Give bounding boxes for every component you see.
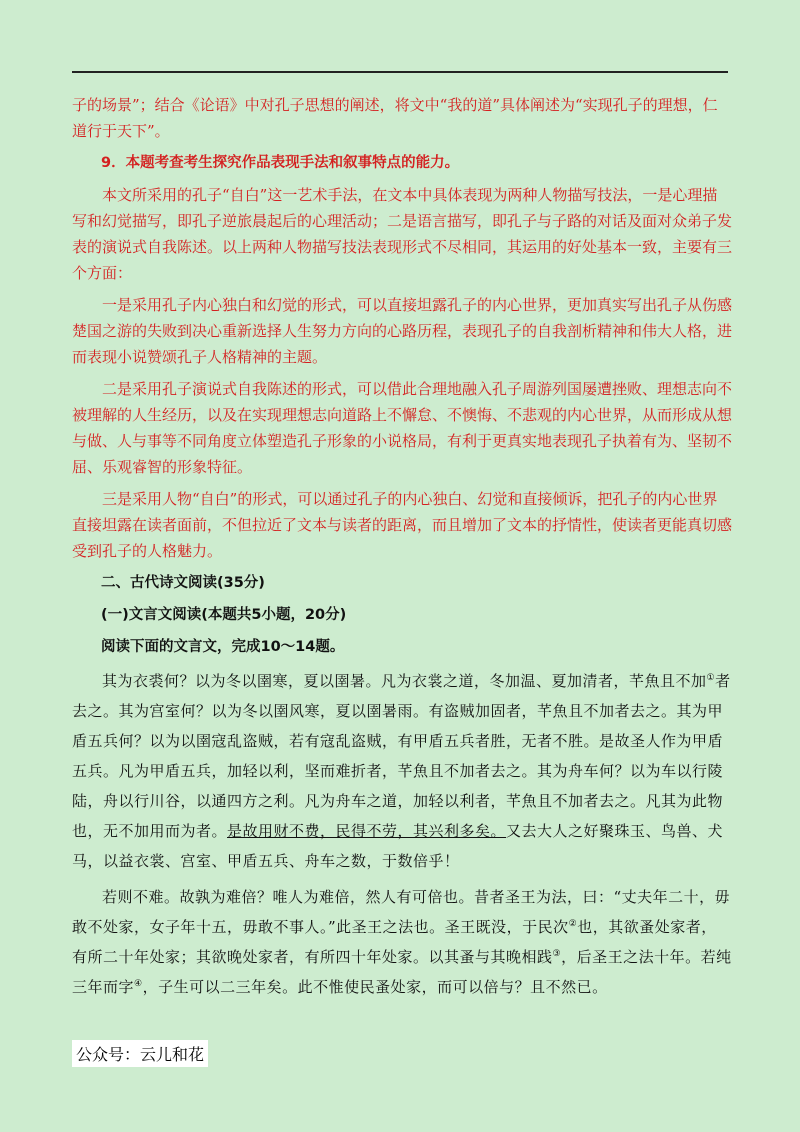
classical-text: 也，其欲蚤处家者，有所二十年处家；其欲晚处家者，有所四十年处家。以其蚤与其晚相践 — [72, 918, 717, 966]
underlined-sentence: 是故用财不费，民得不劳，其兴利多矣。 — [227, 822, 507, 840]
question-9-title: 9．本题考查考生探究作品表现手法和叙事特点的能力。 — [101, 155, 460, 171]
classical-text: 其为衣裘何？以为冬以圉寒，夏以圉暑。凡为衣裳之道，冬加温、夏加清者，芊魚且不加 — [102, 672, 707, 690]
section-2-instruction: 阅读下面的文言文，完成10～14题。 — [101, 639, 345, 655]
footnote-marker-4: ④ — [134, 979, 143, 989]
section-2-subtitle: (一)文言文阅读(本题共5小题，20分) — [101, 607, 347, 623]
answer-paragraph-3: 二是采用孔子演说式自我陈述的形式，可以借此合理地融入孔子周游列国屡遭挫败、理想志向不被理解的人生经历，以及在实现理想志向道路上不懈怠、不懊悔、不悲观的内心世界，从而形成从想与做、人与事等不同角度立体塑造孔子形象的小说格局，有利于更真实地表现孔子执着有为、坚韧不屈、乐观睿智的形象特征。 — [72, 380, 733, 476]
answer-paragraph-1: 本文所采用的孔子“自白”这一艺术手法，在文本中具体表现为两种人物描写技法，一是心理描写和幻觉描写，即孔子逆旅晨起后的心理活动；二是语言描写，即孔子与子路的对话及面对众弟子发表的演说式自我陈述。以上两种人物描写技法表现形式不尽相同，其运用的好处基本一致，主要有三个方面： — [72, 186, 733, 282]
footnote-marker-3: ③ — [552, 949, 562, 959]
classical-text: 若则不难。故孰为难倍？唯人为难倍，然人有可倍也。昔者圣王为法，曰：“丈夫年二十，毋敢不处家，女子年十五，毋敢不事人。”此圣王之法也。圣王既没，于民次 — [72, 888, 731, 936]
footnote-marker-2: ② — [568, 919, 578, 929]
classical-text: 者去之。其为宫室何？以为冬以圉风寒，夏以圉暑雨。有盗贼加固者，芊魚且不加者去之。其为甲盾五兵何？以为以圉寇乱盗贼，若有寇乱盗贼，有甲盾五兵者胜，无者不胜。是故圣人作为甲盾五兵。凡为甲盾五兵，加轻以利，坚而难折者，芊魚且不加者去之。其为舟车何？以为车以行陵陆，舟以行川谷，以通四方之利。凡为舟车之道，加轻以利者，芊魚且不加者去之。凡其为此物也，无不加用而为者。 — [72, 672, 731, 840]
answer-paragraph-4: 三是采用人物“自白”的形式，可以通过孔子的内心独白、幻觉和直接倾诉，把孔子的内心世界直接坦露在读者面前，不但拉近了文本与读者的距离，而且增加了文本的抒情性，使读者更能真切感受到孔子的人格魅力。 — [72, 490, 733, 560]
section-2-title: 二、古代诗文阅读(35分) — [101, 575, 265, 591]
classical-text: ，后圣王之法十年。若纯三年而字 — [72, 948, 732, 996]
answer-paragraph-0: 子的场景”；结合《论语》中对孔子思想的阐述，将文中“我的道”具体阐述为“实现孔子的理想，仁道行于天下”。 — [72, 96, 718, 140]
classical-paragraph-2 — [72, 882, 732, 1002]
classical-paragraph-1 — [72, 666, 732, 876]
header-rule — [72, 71, 728, 73]
footnote-marker-1: ① — [706, 673, 716, 683]
classical-text: ，子生可以二三年矣。此不惟使民蚤处家，而可以倍与？且不然已。 — [142, 978, 608, 996]
document-body — [72, 92, 732, 1008]
footer-label: 公众号：云儿和花 — [72, 1040, 208, 1067]
classical-text: 又去大人之好聚珠玉、鸟兽、犬马，以益衣裳、宫室、甲盾五兵、舟车之数，于数倍乎！ — [72, 822, 724, 870]
answer-paragraph-2: 一是采用孔子内心独白和幻觉的形式，可以直接坦露孔子的内心世界，更加真实写出孔子从伤感楚国之游的失败到决心重新选择人生努力方向的心路历程，表现孔子的自我剖析精神和伟大人格，进而表现小说赞颂孔子人格精神的主题。 — [72, 296, 733, 366]
